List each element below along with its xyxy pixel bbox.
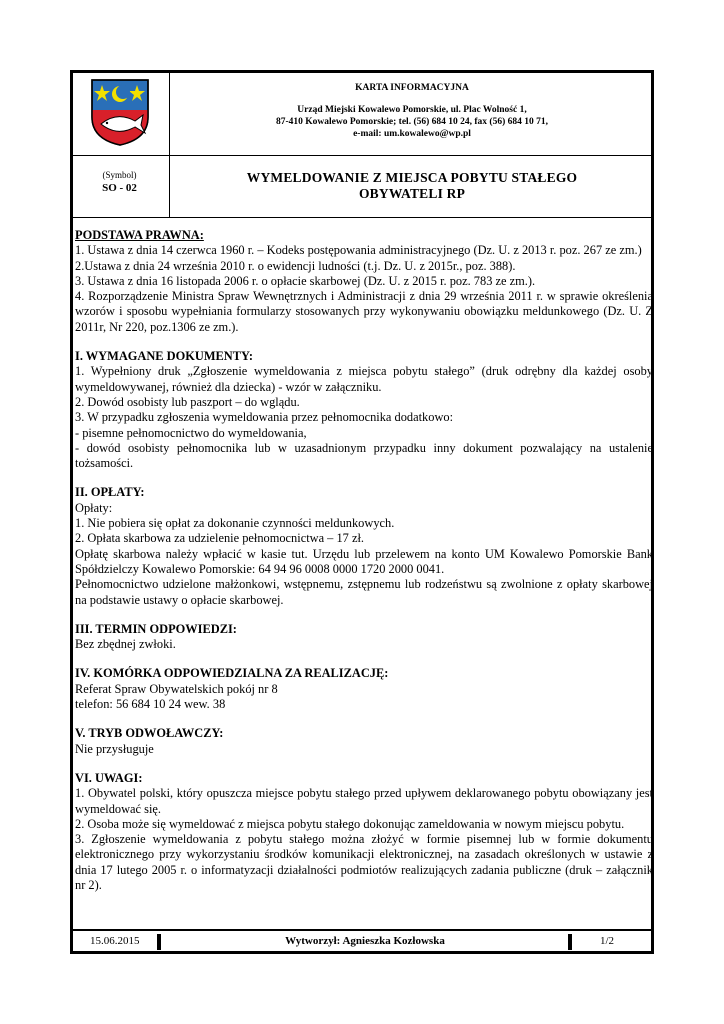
section-heading: VI. UWAGI:: [75, 770, 143, 785]
list-item: Opłaty:: [75, 500, 113, 515]
header-info-row: [70, 70, 654, 156]
symbol-code: SO - 02: [102, 182, 137, 194]
page-number: 1/2: [600, 935, 615, 947]
document-title-line-2: OBYWATELI RP: [358, 186, 466, 201]
list-item: 3. W przypadku zgłoszenia wymeldowania przez pełnomocnika dodatkowo:: [75, 410, 454, 425]
list-item: 1. Ustawa z dnia 14 czerwca 1960 r. – Kodeks postępowania administracyjnego (Dz. U. z 2013 r. poz. 267 ze zm.): [75, 243, 642, 258]
document-title: [170, 170, 654, 202]
section-fees: [75, 485, 653, 607]
list-item: telefon: 56 684 10 24 wew. 38: [75, 697, 226, 712]
footer-divider: [568, 934, 572, 950]
section-required-documents: [75, 349, 653, 471]
list-item: 1. Nie pobiera się opłat za dokonanie czynności meldunkowych.: [75, 516, 395, 531]
list-item: 2. Dowód osobisty lub paszport – do wglądu.: [75, 394, 300, 409]
list-item: Pełnomocnictwo udzielone małżonkowi, wstępnemu, zstępnemu lub rodzeństwu są zwolnione z opłaty skarbowej na podstawie ustawy o opłacie skarbowej.: [75, 577, 653, 607]
symbol-cell: [70, 156, 170, 217]
document-title-line-1: WYMELDOWANIE Z MIEJSCA POBYTU STAŁEGO: [246, 170, 578, 185]
office-address: [170, 104, 654, 140]
section-appeal: [75, 726, 653, 757]
list-item: 3. Ustawa z dnia 16 listopada 2006 r. o opłacie skarbowej (Dz. U. z 2015 r. poz. 783 ze zm.).: [75, 273, 536, 288]
document-body: [75, 228, 653, 907]
list-item: 4. Rozporządzenie Ministra Spraw Wewnętrznych i Administracji z dnia 29 września 2011 r. w sprawie określenia wzorów i sposobu wypełniania formularzy stosowanych przy wykonywaniu obowiązku meldunkowego (Dz. U. Z 2011r, Nr 220, poz.1306 ze zm.).: [75, 289, 653, 334]
footer-divider: [157, 934, 161, 950]
list-item: 3. Zgłoszenie wymeldowania z pobytu stałego można złożyć w formie pisemnej lub w formie dokumentu elektronicznego przy wykorzystaniu środków komunikacji elektronicznej, na zasadach określonych w ustawie z dnia 17 lutego 2005 r. o informatyzacji działalności podmiotów realizujących zadania publiczne (druk – załącznik nr 2).: [75, 832, 653, 892]
list-item: 2.Ustawa z dnia 24 września 2010 r. o ewidencji ludności (t.j. Dz. U. z 2015r., poz. 388).: [75, 258, 516, 273]
list-item: Opłatę skarbowa należy wpłacić w kasie tut. Urzędu lub przelewem na konto UM Kowalewo Pomorskie Bank Spółdzielczy Kowalewo Pomorskie: 64 94 96 0008 0000 1720 2000 0041.: [75, 546, 653, 576]
list-item: 2. Opłata skarbowa za udzielenie pełnomocnictwa – 17 zł.: [75, 531, 365, 546]
header-title-row: [70, 156, 654, 218]
section-heading: III. TERMIN ODPOWIEDZI:: [75, 621, 237, 636]
office-line-2: 87-410 Kowalewo Pomorskie; tel. (56) 684 10 24, fax (56) 684 10 71,: [275, 117, 549, 127]
office-info: [170, 70, 654, 156]
office-line-1: Urząd Miejski Kowalewo Pomorskie, ul. Plac Wolność 1,: [297, 105, 527, 115]
section-deadline: [75, 622, 653, 653]
section-heading: II. OPŁATY:: [75, 485, 145, 500]
section-legal-basis: [75, 228, 653, 335]
list-item: 1. Obywatel polski, który opuszcza miejsce pobytu stałego przed upływem deklarowanego pobytu obowiązany jest wymeldować się.: [75, 786, 653, 816]
section-heading: I. WYMAGANE DOKUMENTY:: [75, 349, 253, 364]
section-heading: IV. KOMÓRKA ODPOWIEDZIALNA ZA REALIZACJĘ:: [75, 666, 389, 681]
card-title: KARTA INFORMACYJNA: [355, 83, 469, 93]
office-line-3: e-mail: um.kowalewo@wp.pl: [353, 129, 471, 139]
logo-cell: [70, 70, 170, 156]
footer-author: Wytworzył: Agnieszka Kozłowska: [285, 935, 445, 947]
footer-date: 15.06.2015: [90, 935, 140, 947]
list-item: 1. Wypełniony druk „Zgłoszenie wymeldowania z miejsca pobytu stałego” (druk odrębny dla każdej osoby wymeldowywanej, również dla dziecka) - wzór w załączniku.: [75, 364, 653, 394]
list-item: 2. Osoba może się wymeldować z miejsca pobytu stałego dokonując zameldowania w nowym miejscu pobytu.: [75, 816, 625, 831]
page-footer: [70, 929, 654, 954]
symbol-label: (Symbol): [102, 170, 137, 180]
list-item: - dowód osobisty pełnomocnika lub w uzasadnionym przypadku inny dokument pozwalający na ustalenie tożsamości.: [75, 440, 653, 471]
list-item: Nie przysługuje: [75, 741, 154, 756]
coat-of-arms-icon: [89, 77, 151, 147]
list-item: - pisemne pełnomocnictwo do wymeldowania,: [75, 425, 307, 440]
section-remarks: [75, 771, 653, 893]
list-item: Referat Spraw Obywatelskich pokój nr 8: [75, 681, 278, 696]
section-responsible-unit: [75, 666, 653, 712]
list-item: Bez zbędnej zwłoki.: [75, 637, 176, 652]
section-heading: PODSTAWA PRAWNA:: [75, 228, 204, 242]
section-heading: V. TRYB ODWOŁAWCZY:: [75, 726, 224, 741]
